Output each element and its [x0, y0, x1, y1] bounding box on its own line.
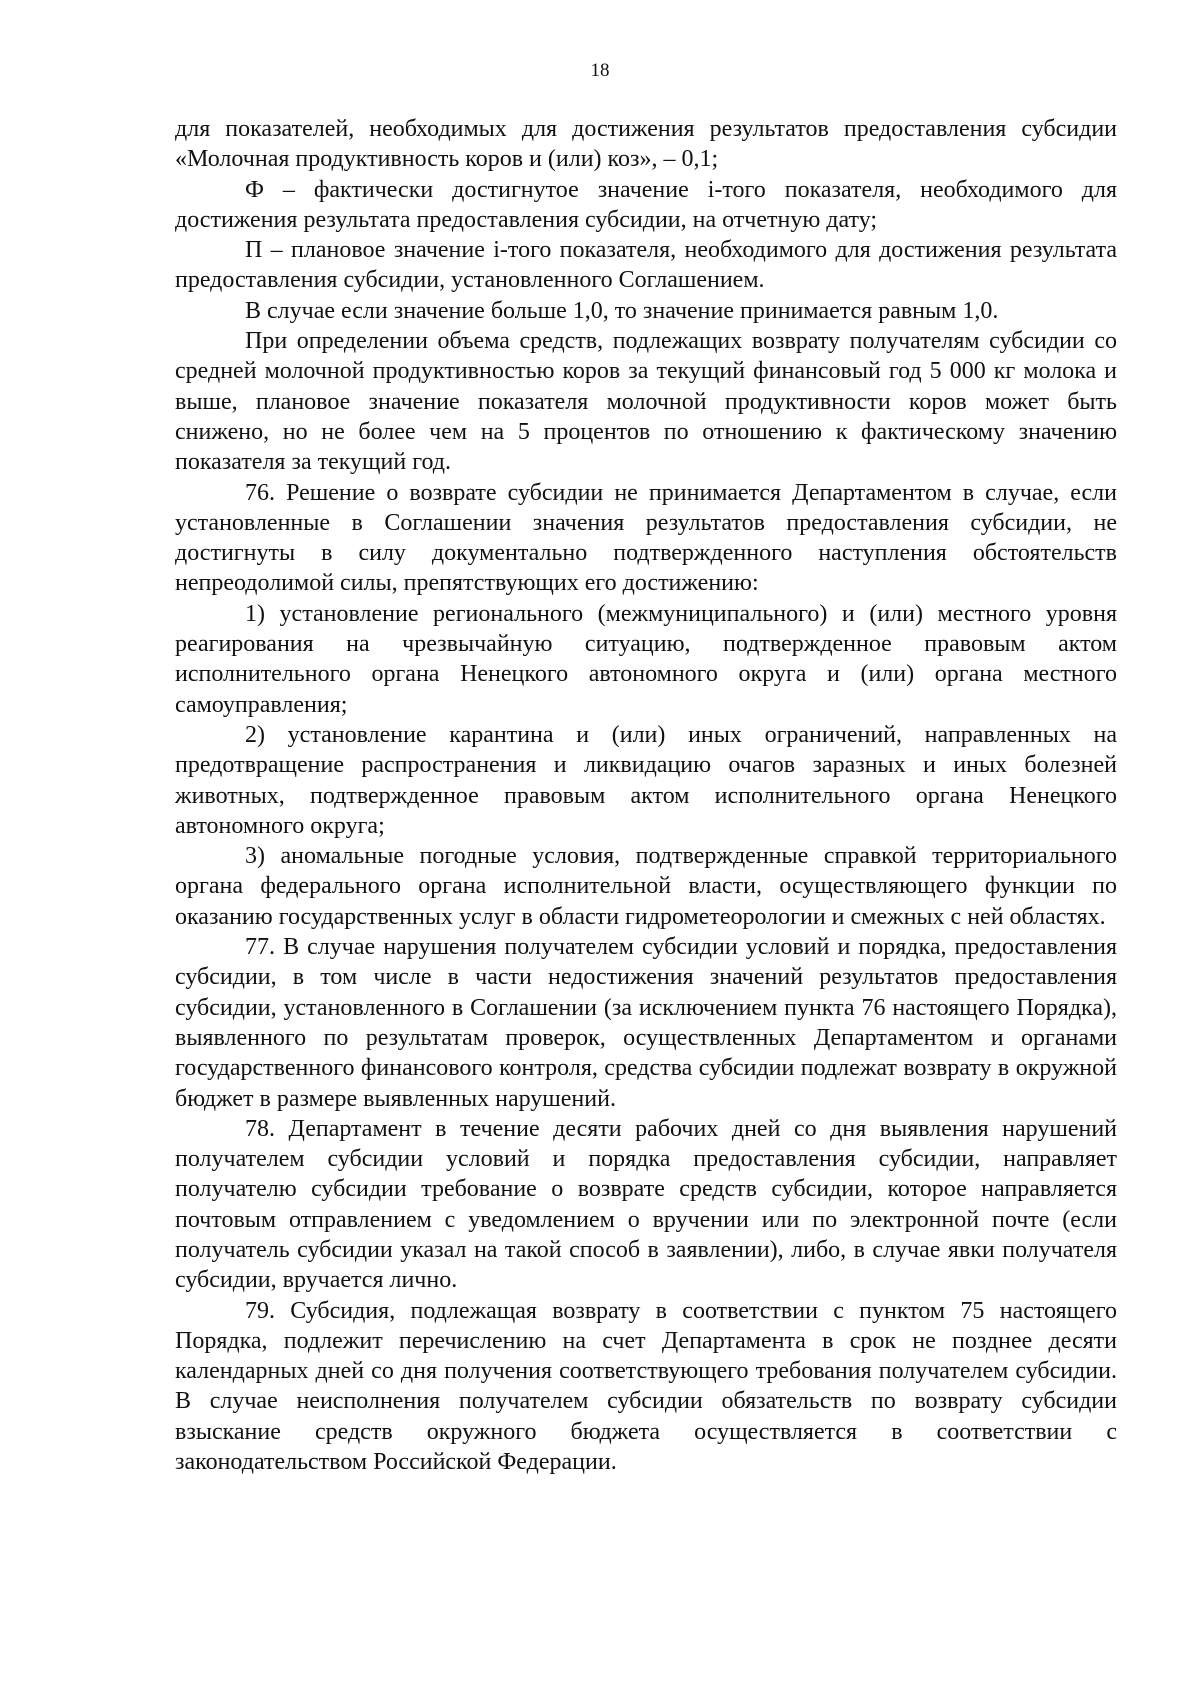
- paragraph-clause-77: 77. В случае нарушения получателем субсидии условий и порядка, предоставления субсидии, в том числе в части недостижения значений результатов предоставления субсидии, установленного в Соглашении (за исключением пункта 76 настоящего Порядка), выявленного по результатам проверок, осуществленных Департаментом и органами государственного финансового контроля, средства субсидии подлежат возврату в окружной бюджет в размере выявленных нарушений.: [175, 934, 1117, 1112]
- paragraph-clause-76-item-2: 2) установление карантина и (или) иных ограничений, направленных на предотвращение распространения и ликвидацию очагов заразных и иных болезней животных, подтвержденное правовым актом исполнительного органа Ненецкого автономного округа;: [175, 721, 1117, 839]
- paragraph-definition-f: Ф – фактически достигнутое значение i-того показателя, необходимого для достижения результата предоставления субсидии, на отчетную дату;: [175, 176, 1117, 233]
- paragraph-clause-76-item-1: 1) установление регионального (межмуниципального) и (или) местного уровня реагирования на чрезвычайную ситуацию, подтвержденное правовым актом исполнительного органа Ненецкого автономного округа и (или) органа местного самоуправления;: [175, 600, 1117, 718]
- page-number: 18: [590, 60, 610, 81]
- paragraph-value-cap: В случае если значение больше 1,0, то значение принимается равным 1,0.: [245, 297, 999, 324]
- paragraph-indicator-continuation: для показателей, необходимых для достижения результатов предоставления субсидии «Молочная продуктивность коров и (или) коз», – 0,1;: [175, 116, 1117, 173]
- paragraph-clause-76-item-3: 3) аномальные погодные условия, подтвержденные справкой территориального органа федерального органа исполнительной власти, осуществляющего функции по оказанию государственных услуг в области гидрометеорологии и смежных с ней областях.: [175, 843, 1117, 930]
- paragraph-clause-79: 79. Субсидия, подлежащая возврату в соответствии с пунктом 75 настоящего Порядка, подлежит перечислению на счет Департамента в срок не позднее десяти календарных дней со дня получения соответствующего требования получателем субсидии. В случае неисполнения получателем субсидии обязательств по возврату субсидии взыскание средств окружного бюджета осуществляется в соответствии с законодательством Российской Федерации.: [175, 1297, 1117, 1476]
- paragraph-milk-productivity: При определении объема средств, подлежащих возврату получателям субсидии со средней молочной продуктивностью коров за текущий финансовый год 5 000 кг молока и выше, плановое значение показателя молочной продуктивности коров может быть снижено, но не более чем на 5 процентов по отношению к фактическому значению показателя за текущий год.: [175, 328, 1117, 476]
- document-body: [175, 114, 1117, 1477]
- paragraph-clause-76: 76. Решение о возврате субсидии не принимается Департаментом в случае, если установленные в Соглашении значения результатов предоставления субсидии, не достигнуты в силу документально подтвержденного наступления обстоятельств непреодолимой силы, препятствующих его достижению:: [175, 479, 1117, 597]
- paragraph-clause-78: 78. Департамент в течение десяти рабочих дней со дня выявления нарушений получателем субсидии условий и порядка предоставления субсидии, направляет получателю субсидии требование о возврате средств субсидии, которое направляется почтовым отправлением с уведомлением о вручении или по электронной почте (если получатель субсидии указал на такой способ в заявлении), либо, в случае явки получателя субсидии, вручается лично.: [175, 1115, 1117, 1294]
- paragraph-definition-p: П – плановое значение i-того показателя, необходимого для достижения результата предоставления субсидии, установленного Соглашением.: [175, 237, 1117, 294]
